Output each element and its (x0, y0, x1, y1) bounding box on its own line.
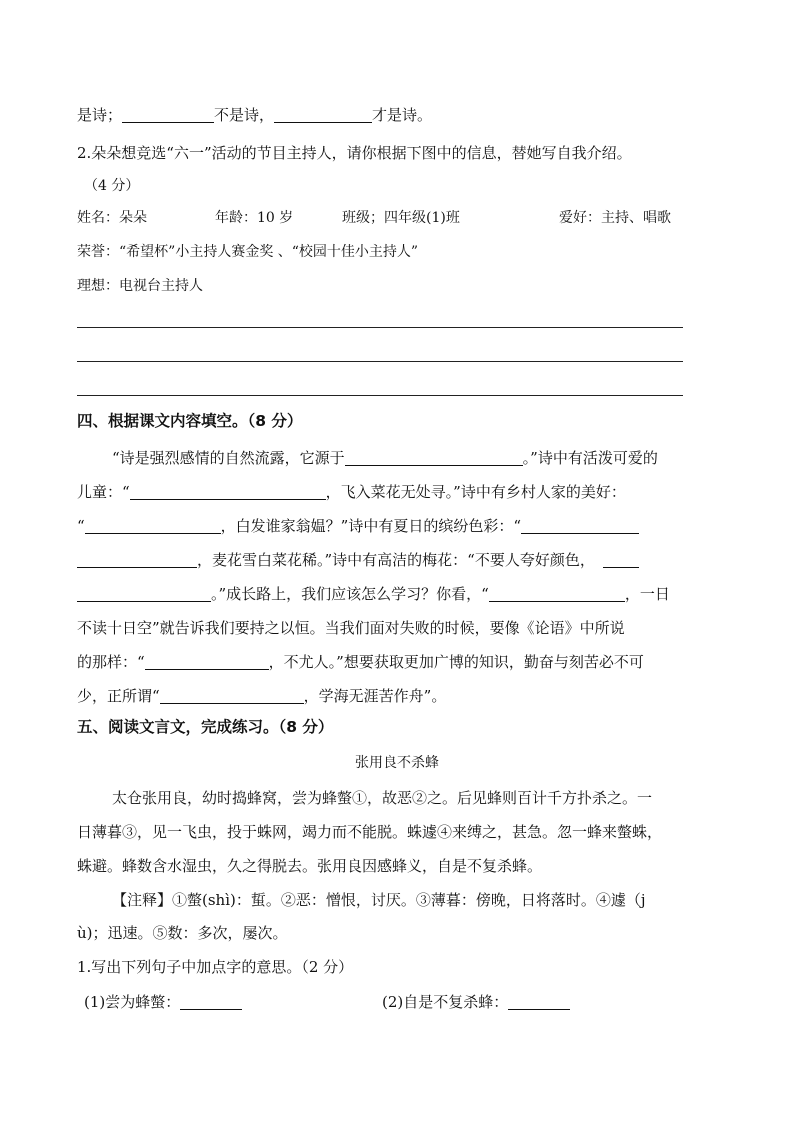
s4-line-3 (77, 515, 639, 537)
answer-blank[interactable] (122, 106, 214, 123)
story-title: 张用良不杀蜂 (355, 755, 439, 771)
answer-blank[interactable] (77, 551, 197, 568)
writing-line[interactable] (77, 361, 683, 362)
notes-line-1: 【注释】①螫(shì)：蜇。②恶：憎恨，讨厌。③薄暮：傍晚，日将落时。④遽（j (112, 891, 646, 909)
section-4-title: 四、根据课文内容填空。（8 分） (77, 412, 303, 430)
s4-text: ，学海无涯苦作舟”。 (303, 687, 447, 705)
answer-blank[interactable] (274, 106, 372, 123)
s4-text: “ (77, 517, 85, 535)
answer-blank[interactable] (77, 585, 211, 602)
s4-line-5 (77, 583, 670, 605)
s4-line-6: 不读十日空”就告诉我们要持之以恒。当我们面对失败的时候，要像《论语》中所说 (77, 619, 625, 637)
info-age: 年龄：10 岁 (215, 210, 294, 226)
question-2-prompt: 2.朵朵想竞选“六一”活动的节目主持人，请你根据下图中的信息，替她写自我介绍。 (77, 144, 632, 162)
notes-line-2: ù)；迅速。⑤数：多次，屡次。 (77, 924, 288, 942)
s4-line-2 (77, 481, 626, 503)
writing-line[interactable] (77, 327, 683, 328)
writing-line[interactable] (77, 395, 683, 396)
s4-text: 儿童：“ (77, 483, 130, 501)
answer-blank[interactable] (145, 653, 269, 670)
info-name: 姓名：朵朵 (77, 210, 147, 226)
section-5-title: 五、阅读文言文，完成练习。（8 分） (77, 718, 334, 736)
s4-text: ，飞入菜花无处寻。”诗中有乡村人家的美好： (325, 483, 626, 501)
answer-blank[interactable] (180, 993, 242, 1010)
question-2-score: （4 分） (84, 178, 140, 194)
s4-line-7 (77, 651, 644, 673)
answer-blank[interactable] (345, 449, 523, 466)
s4-text: “诗是强烈感情的自然流露，它源于 (112, 449, 345, 467)
q1b-label: (2)自是不复杀蜂： (382, 993, 509, 1011)
info-class: 班级；四年级(1)班 (342, 210, 460, 226)
q1a-label: (1)尝为蜂螫： (84, 993, 181, 1011)
section-5-question-1: 1.写出下列句子中加点字的意思。（2 分） (77, 958, 354, 976)
info-ideal: 理想：电视台主持人 (77, 278, 203, 294)
question-1-part-2 (382, 991, 570, 1013)
s4-text: 。”诗中有活泼可爱的 (522, 449, 658, 467)
answer-blank[interactable] (489, 585, 625, 602)
info-honor: 荣誉：“希望杯”小主持人赛金奖 、“校园十佳小主持人” (77, 244, 419, 260)
s4-text: 少，正所谓“ (77, 687, 160, 705)
s4-line-4 (77, 549, 639, 571)
top-line-part-c: 才是诗。 (372, 106, 433, 124)
s4-text: ，麦花雪白菜花稀。”诗中有高洁的梅花：“不要人夸好颜色， (197, 551, 595, 569)
top-line-part-a: 是诗； (77, 106, 123, 124)
answer-blank[interactable] (521, 517, 639, 534)
s4-line-1 (112, 447, 658, 469)
answer-blank[interactable] (508, 993, 570, 1010)
top-line (77, 104, 432, 126)
info-hobby: 爱好：主持、唱歌 (559, 210, 671, 226)
answer-blank[interactable] (85, 517, 221, 534)
story-line-2: 日薄暮③，见一飞虫，投于蛛网，竭力而不能脱。蛛遽④来缚之，甚急。忽一蜂来螫蛛， (77, 823, 663, 841)
answer-blank[interactable] (130, 483, 326, 500)
s4-text: ，不尤人。”想要获取更加广博的知识，勤奋与刻苦必不可 (268, 653, 644, 671)
answer-blank[interactable] (160, 687, 304, 704)
answer-blank[interactable] (603, 551, 639, 568)
s4-line-8 (77, 685, 446, 707)
top-line-part-b: 不是诗， (214, 106, 275, 124)
story-line-1: 太仓张用良，幼时捣蜂窝，尝为蜂螫①，故恶②之。后见蜂则百计千方扑杀之。一 (112, 789, 653, 807)
s4-text: ，一日 (624, 585, 670, 603)
question-1-part-1 (84, 991, 242, 1013)
s4-text: ，白发谁家翁媪？”诗中有夏日的缤纷色彩：“ (220, 517, 522, 535)
info-row (77, 207, 671, 229)
s4-text: 的那样：“ (77, 653, 145, 671)
s4-text: 。”成长路上，我们应该怎么学习？你看，“ (211, 585, 489, 603)
story-line-3: 蛛避。蜂数含水湿虫，久之得脱去。张用良因感蜂义，自是不复杀蜂。 (77, 857, 543, 875)
